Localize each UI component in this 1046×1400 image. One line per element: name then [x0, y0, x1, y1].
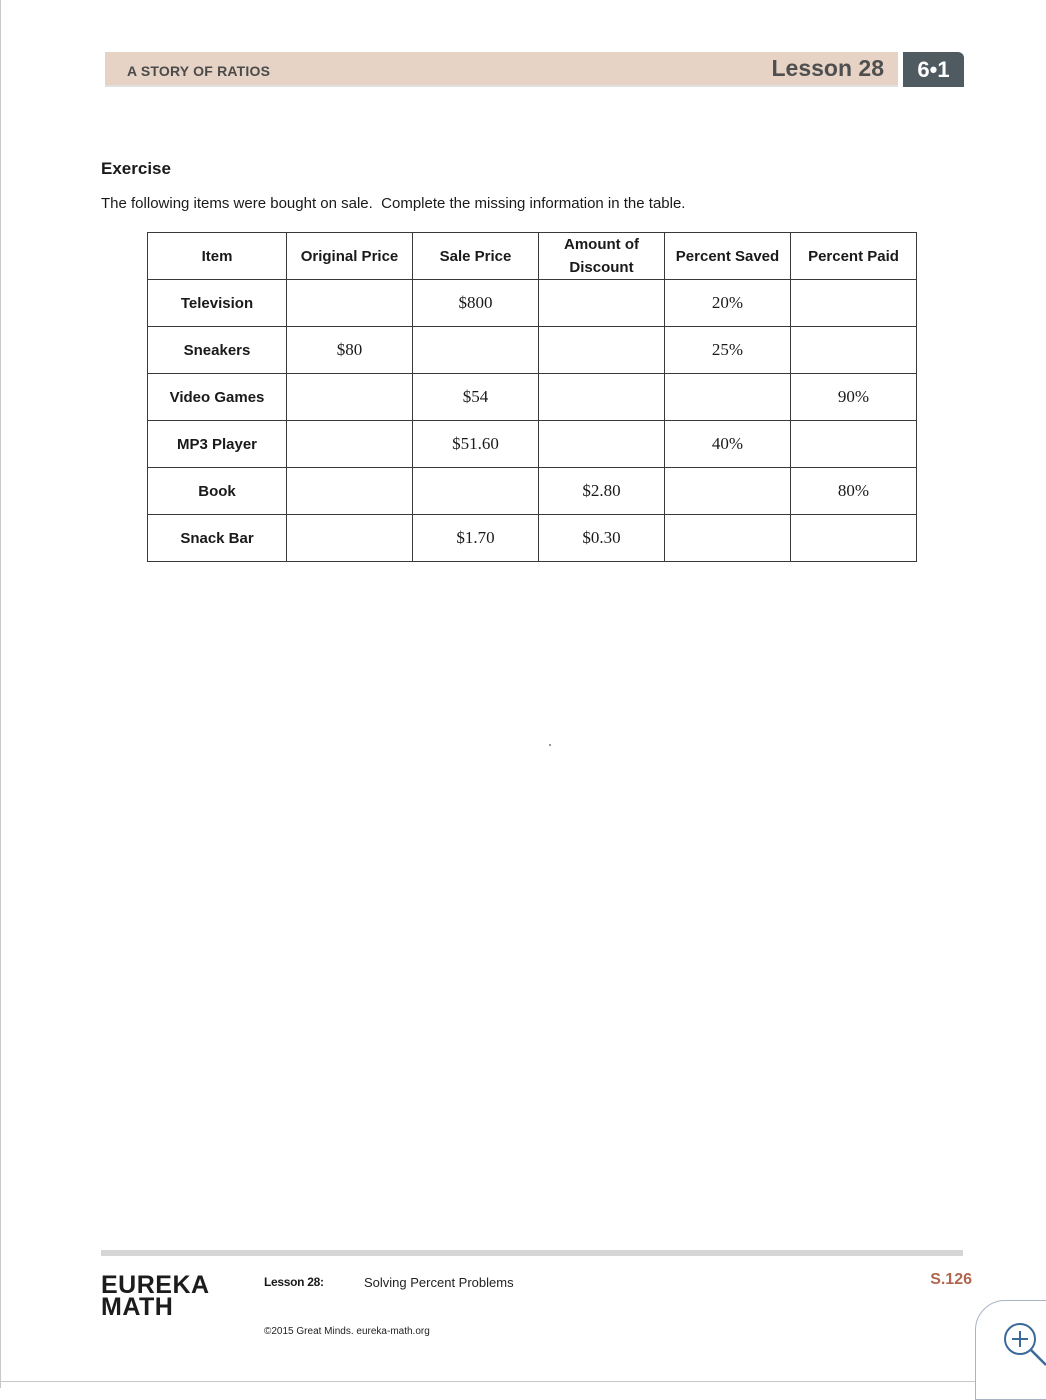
footer-divider [101, 1250, 963, 1256]
table-header-row [148, 233, 917, 280]
percent-paid-cell [791, 515, 917, 562]
stray-mark [549, 744, 551, 746]
item-name: Video Games [148, 374, 287, 421]
table-row [148, 421, 917, 468]
module-title: A STORY OF RATIOS [127, 63, 271, 79]
percent-saved-cell [665, 515, 791, 562]
discount-cell: $2.80 [539, 468, 665, 515]
table-row [148, 280, 917, 327]
percent-paid-cell: 90% [791, 374, 917, 421]
header-percent-paid: Percent Paid [791, 233, 917, 280]
footer-copyright: ©2015 Great Minds. eureka-math.org [264, 1326, 430, 1337]
item-name: Sneakers [148, 327, 287, 374]
sale-price-cell [413, 327, 539, 374]
original-price-cell [287, 468, 413, 515]
logo-line-math: MATH [101, 1293, 174, 1321]
sale-price-cell [413, 468, 539, 515]
table-row [148, 515, 917, 562]
original-price-cell [287, 374, 413, 421]
eureka-math-logo [101, 1271, 221, 1321]
discount-cell [539, 374, 665, 421]
item-name: MP3 Player [148, 421, 287, 468]
logo-line-eureka: EUREKA [101, 1271, 210, 1299]
discount-cell: $0.30 [539, 515, 665, 562]
table-row [148, 374, 917, 421]
sale-price-cell: $54 [413, 374, 539, 421]
footer-lesson-label: Lesson 28: [264, 1275, 324, 1289]
table-row [148, 468, 917, 515]
zoom-control[interactable] [975, 1300, 1046, 1400]
footer-lesson-title: Solving Percent Problems [364, 1275, 514, 1290]
header-original-price: Original Price [287, 233, 413, 280]
percent-saved-cell: 25% [665, 327, 791, 374]
header-item: Item [148, 233, 287, 280]
item-name: Snack Bar [148, 515, 287, 562]
table-row [148, 327, 917, 374]
sale-price-cell: $800 [413, 280, 539, 327]
original-price-cell [287, 515, 413, 562]
sale-price-cell: $1.70 [413, 515, 539, 562]
original-price-cell [287, 280, 413, 327]
item-name: Television [148, 280, 287, 327]
page-number: S.126 [930, 1271, 972, 1288]
discount-cell [539, 280, 665, 327]
percent-saved-cell: 40% [665, 421, 791, 468]
percent-paid-cell: 80% [791, 468, 917, 515]
zoom-in-icon[interactable] [1002, 1321, 1046, 1367]
percent-saved-cell [665, 374, 791, 421]
grade-module-badge: 6•1 [903, 52, 964, 87]
header-band [105, 52, 898, 87]
exercise-heading: Exercise [101, 159, 171, 178]
percent-paid-cell [791, 421, 917, 468]
sale-price-cell: $51.60 [413, 421, 539, 468]
lesson-title: Lesson 28 [771, 55, 884, 81]
exercise-instructions: The following items were bought on sale. Complete the missing information in the table. [101, 195, 686, 212]
page-edge-bottom [0, 1381, 1046, 1382]
header-amount-of-discount: Amount of Discount [539, 233, 665, 280]
percent-saved-cell [665, 468, 791, 515]
sale-items-table [147, 232, 917, 562]
percent-paid-cell [791, 280, 917, 327]
page-edge [0, 0, 1, 1388]
discount-cell [539, 421, 665, 468]
item-name: Book [148, 468, 287, 515]
original-price-cell: $80 [287, 327, 413, 374]
discount-cell [539, 327, 665, 374]
header-percent-saved: Percent Saved [665, 233, 791, 280]
header-sale-price: Sale Price [413, 233, 539, 280]
percent-paid-cell [791, 327, 917, 374]
original-price-cell [287, 421, 413, 468]
percent-saved-cell: 20% [665, 280, 791, 327]
